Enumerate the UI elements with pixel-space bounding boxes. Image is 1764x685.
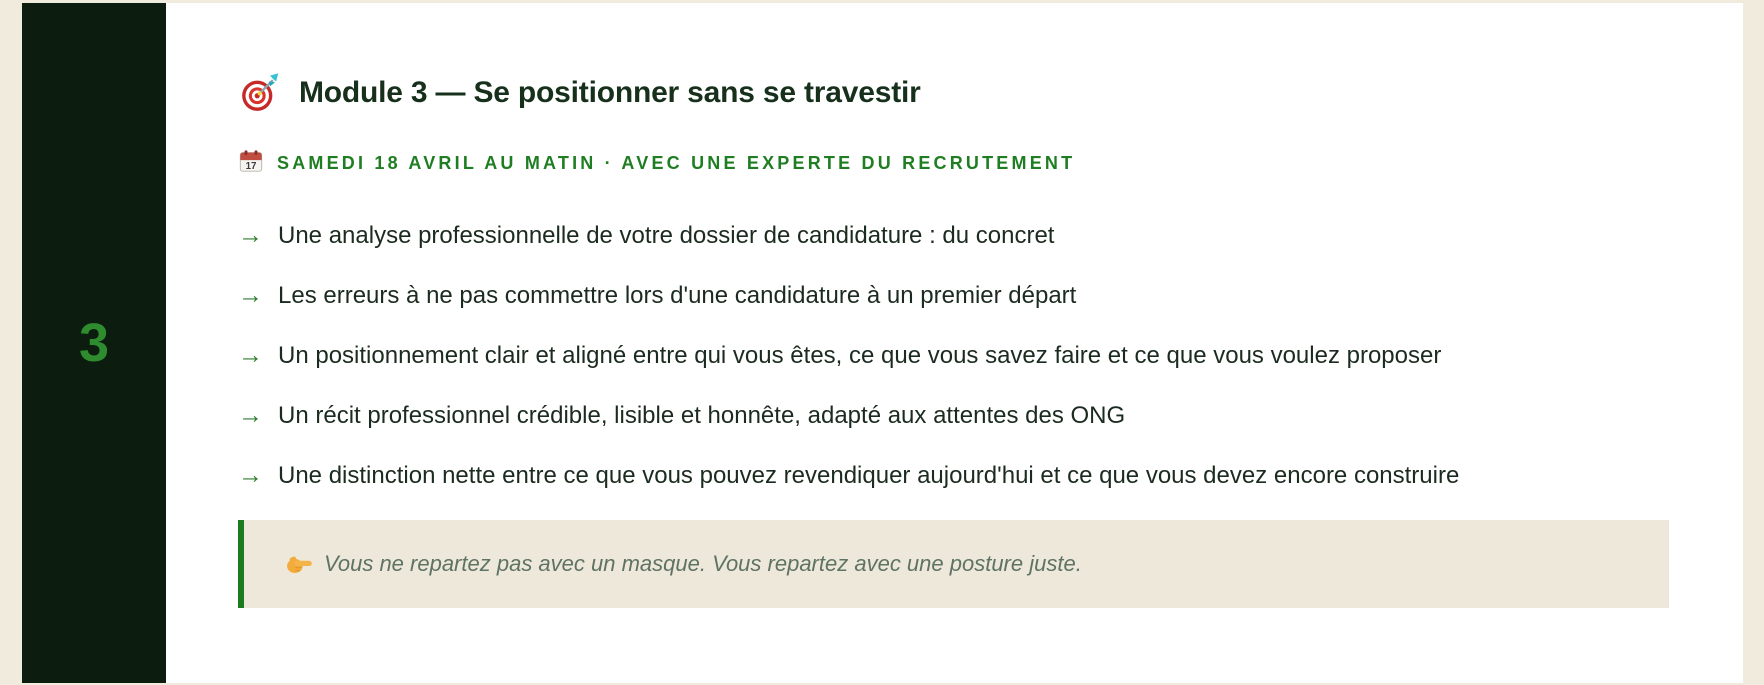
- pointing-right-icon: [285, 553, 313, 575]
- takeaway-callout: [238, 520, 1669, 608]
- session-date-row: [238, 150, 1669, 176]
- calendar-day-number: 17: [245, 160, 257, 172]
- objective-text: Un récit professionnel crédible, lisible et honnête, adapté aux attentes des ONG: [278, 402, 1126, 429]
- arrow-right-icon: →: [238, 281, 263, 309]
- module-number-sidebar: [22, 3, 166, 683]
- calendar-icon: [238, 148, 264, 179]
- objective-text: Une analyse professionnelle de votre dossier de candidature : du concret: [278, 222, 1055, 249]
- target-icon: [238, 71, 282, 115]
- objective-text: Les erreurs à ne pas commettre lors d'une candidature à un premier départ: [278, 282, 1077, 309]
- arrow-right-icon: →: [238, 341, 263, 369]
- arrow-right-icon: →: [238, 461, 263, 489]
- list-item: [238, 460, 1669, 491]
- list-item: [238, 400, 1669, 431]
- session-date: SAMEDI 18 AVRIL AU MATIN · AVEC UNE EXPERTE DU RECRUTEMENT: [277, 152, 1076, 173]
- objective-text: Une distinction nette entre ce que vous pouvez revendiquer aujourd'hui et ce que vous devez encore construire: [278, 462, 1460, 489]
- takeaway-text: Vous ne repartez pas avec un masque. Vous repartez avec une posture juste.: [324, 551, 1082, 576]
- module-title-row: [238, 70, 1669, 116]
- arrow-right-icon: →: [238, 401, 263, 429]
- objectives-list: [238, 220, 1669, 491]
- arrow-right-icon: →: [238, 221, 263, 249]
- list-item: [238, 220, 1669, 251]
- list-item: [238, 280, 1669, 311]
- module-number: 3: [78, 313, 110, 373]
- objective-text: Un positionnement clair et aligné entre qui vous êtes, ce que vous savez faire et ce que vous voulez proposer: [278, 342, 1442, 369]
- module-content: [166, 3, 1743, 683]
- module-card: [22, 3, 1743, 683]
- module-title: Module 3 — Se positionner sans se travestir: [299, 76, 921, 109]
- list-item: [238, 340, 1669, 371]
